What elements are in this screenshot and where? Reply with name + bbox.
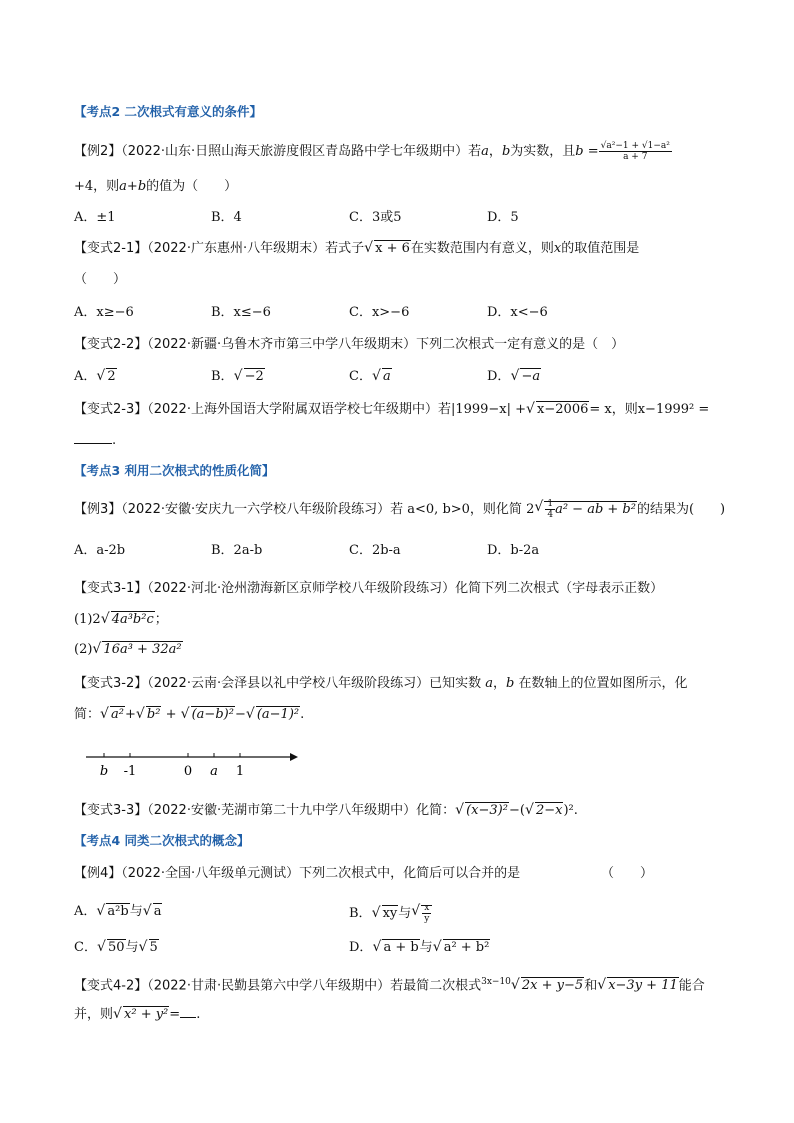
text: 已知实数	[429, 676, 482, 691]
text: .	[196, 1007, 201, 1022]
radicand: (a−1)²	[256, 707, 300, 722]
radicand: (x−3)²	[466, 803, 508, 818]
radicand: a²	[111, 707, 124, 722]
variant-3-1-part2	[74, 641, 183, 659]
text: 下列二次根式一定有意义的是（ ）	[416, 337, 625, 352]
radicand: xy	[382, 906, 398, 921]
radical	[373, 368, 392, 386]
option-c	[349, 368, 392, 386]
radical	[512, 977, 584, 995]
var-b: b	[506, 676, 515, 691]
operator: =	[169, 1007, 181, 1022]
expr-a-plus-b: a+b	[119, 179, 147, 194]
option-d	[487, 368, 541, 386]
source-note: （2022·新疆·乌鲁木齐市第三中学八年级期末）	[147, 337, 417, 352]
radicand: a + b	[383, 940, 419, 955]
radical	[598, 977, 679, 995]
operator: +	[124, 707, 136, 722]
denominator: a + 7	[623, 152, 648, 162]
text: 若最简二次根式	[390, 978, 482, 994]
option-a: A．±1	[74, 210, 116, 225]
numerator: √a²−1 + √1−a²	[600, 141, 670, 151]
coefficient: 2	[92, 612, 101, 627]
example-tag: 【例3】	[74, 502, 122, 517]
text: .	[112, 433, 117, 448]
variant-3-2-line2	[74, 706, 304, 724]
answer-blank[interactable]	[180, 1005, 196, 1018]
radicand: −a	[521, 369, 541, 384]
radicand: 2	[107, 369, 116, 384]
text: +4，则	[74, 179, 120, 194]
operator: −	[234, 707, 246, 722]
variant-2-3-line1	[74, 401, 709, 419]
numerator: √ 1	[547, 499, 554, 509]
source-note: （2022·山东·日照山海天旅游度假区青岛路中学七年级期中）	[121, 144, 469, 159]
radical	[93, 641, 182, 659]
operator: −(	[508, 803, 525, 818]
option-label: C．	[74, 940, 97, 955]
expression: = x，则x−1999² =	[589, 402, 710, 417]
radical-index: 3x−10	[481, 977, 511, 987]
operator: +	[161, 707, 181, 722]
source-note: （2022·广东惠州·八年级期末）	[147, 241, 326, 256]
option-d: D．x<−6	[487, 305, 548, 320]
text: 下列二次根式中，化简后可以合并的是	[299, 866, 521, 881]
variant-2-2-line1	[74, 336, 624, 354]
source-note: （2022·安徽·安庆九一六学校八年级阶段练习）	[121, 502, 391, 517]
option-label: A．	[74, 369, 97, 384]
radical	[102, 611, 155, 629]
expression: 若|1999−x| +	[437, 402, 527, 417]
option-d	[349, 939, 490, 957]
radical	[144, 903, 163, 921]
radical	[526, 802, 564, 820]
var-a: a	[485, 676, 494, 691]
option-a	[74, 903, 162, 921]
radicand: 5	[149, 940, 158, 955]
fraction	[422, 903, 431, 924]
text: 若	[468, 144, 482, 159]
variant-4-2-line2	[74, 1005, 200, 1024]
radical	[98, 939, 126, 957]
number-line-diagram	[84, 746, 300, 780]
text: 简：	[74, 707, 101, 722]
variant-3-1-part1	[74, 611, 168, 629]
text: 若式子	[325, 241, 365, 256]
axis-label-neg1: -1	[123, 764, 137, 779]
radicand: x−3y + 11	[608, 978, 678, 994]
section-heading-4: 【考点4 同类二次根式的概念】	[74, 833, 250, 848]
radicand: a² − ab + b²	[555, 502, 636, 517]
radical	[97, 903, 129, 921]
variant-tag: 【变式2-1】	[74, 241, 148, 256]
option-b: B．2a-b	[211, 543, 263, 558]
variant-2-1-line1	[74, 240, 639, 258]
variant-tag: 【变式3-3】	[74, 803, 148, 818]
example-2-line1	[74, 141, 672, 162]
option-a: A．x≥−6	[74, 305, 134, 320]
option-c: C．x>−6	[349, 305, 410, 320]
text: 在实数范围内有意义，则	[410, 241, 554, 256]
option-c: C．2b-a	[349, 543, 401, 558]
text: )².	[563, 803, 578, 818]
text: 的取值范围是	[561, 241, 640, 256]
text: 与	[129, 904, 143, 919]
option-b	[349, 903, 432, 924]
option-label: D．	[487, 369, 511, 384]
radical	[97, 368, 116, 386]
answer-paren: （ ）	[601, 866, 654, 881]
text: ，	[488, 144, 502, 159]
text: 与	[125, 940, 139, 955]
source-note: （2022·河北·沧州渤海新区京师学校八年级阶段练习）	[147, 581, 456, 596]
radical	[114, 1006, 169, 1024]
radical	[535, 499, 637, 520]
example-tag: 【例4】	[74, 866, 122, 881]
text: 化简下列二次根式（字母表示正数）	[455, 581, 664, 596]
radical	[527, 401, 589, 419]
radical	[247, 706, 300, 724]
option-label: D．	[349, 940, 373, 955]
option-a	[74, 368, 117, 386]
number-line-arrow	[290, 753, 298, 761]
text: 的结果为( )	[636, 502, 726, 517]
radicand: x + 6	[375, 241, 410, 256]
radical	[412, 903, 432, 924]
equation-lhs: b =	[575, 144, 599, 159]
text: .	[300, 707, 305, 722]
radical	[365, 240, 411, 258]
radicand: −2	[244, 369, 264, 384]
text: 化简：	[416, 803, 456, 818]
radical	[434, 939, 491, 957]
source-note: （2022·全国·八年级单元测试）	[121, 866, 300, 881]
answer-blank[interactable]	[74, 431, 112, 444]
radical	[373, 905, 399, 923]
radicand: 2−x	[535, 803, 563, 818]
option-b: B．4	[211, 210, 242, 225]
variant-tag: 【变式4-2】	[74, 978, 148, 994]
variant-4-2-line1	[74, 973, 705, 995]
section-heading-3: 【考点3 利用二次根式的性质化简】	[74, 463, 275, 478]
example-2-line2	[74, 178, 237, 196]
radicand: 4a³b²c	[111, 612, 154, 627]
axis-label-a: a	[210, 764, 218, 779]
radical	[140, 939, 159, 957]
text: 的值为（ ）	[146, 179, 238, 194]
variant-2-1-line2: （ ）	[74, 272, 127, 287]
radical	[511, 368, 541, 386]
variant-tag: 【变式2-3】	[74, 402, 148, 417]
option-label: B．	[349, 906, 372, 921]
variant-2-3-line2	[74, 431, 116, 450]
radicand: b²	[146, 707, 161, 722]
text: 在数轴上的位置如图所示，化	[518, 676, 688, 691]
radicand: x−2006	[537, 402, 589, 417]
variant-tag: 【变式3-1】	[74, 581, 148, 596]
text: 并，则	[74, 1007, 114, 1022]
source-note: （2022·甘肃·民勤县第六中学八年级期中）	[147, 978, 391, 994]
radical	[182, 706, 235, 724]
variant-tag: 【变式2-2】	[74, 337, 148, 352]
radical	[101, 706, 125, 724]
numerator: √ x	[424, 903, 430, 913]
radical	[373, 939, 419, 957]
option-b: B．x≤−6	[211, 305, 271, 320]
radical	[235, 368, 265, 386]
option-d: D．b-2a	[487, 543, 540, 558]
text: ；	[154, 612, 168, 627]
option-c	[74, 939, 159, 957]
section-heading-2: 【考点2 二次根式有意义的条件】	[74, 104, 263, 119]
var-x: x	[553, 241, 562, 256]
axis-label-b: b	[99, 764, 109, 779]
option-b	[211, 368, 265, 386]
radicand: a²b	[107, 904, 129, 919]
text: 与	[398, 906, 412, 921]
source-note: （2022·安徽·芜湖市第二十九中学八年级期中）	[147, 803, 417, 818]
option-c: C．3或5	[349, 210, 402, 225]
text: 为实数，且	[510, 144, 576, 159]
option-label: A．	[74, 904, 97, 919]
axis-label-0: 0	[183, 764, 193, 779]
radicand: x² + y²	[124, 1007, 169, 1022]
fraction	[545, 499, 555, 520]
option-a: A．a-2b	[74, 543, 126, 558]
var-b: b	[501, 144, 511, 159]
var-a: a	[481, 144, 489, 159]
fraction	[599, 141, 672, 162]
denominator: 4	[547, 510, 554, 520]
radical	[456, 802, 509, 820]
text: 若 a<0, b>0，则化简 2	[390, 502, 535, 517]
radical	[137, 706, 162, 724]
example-tag: 【例2】	[74, 144, 122, 159]
source-note: （2022·上海外国语大学附属双语学校七年级期中）	[147, 402, 438, 417]
example-4-line1	[74, 865, 520, 883]
radicand: 2x + y−5	[521, 978, 584, 994]
text: 和	[584, 978, 598, 994]
text: 能合	[678, 978, 705, 994]
radicand: a	[153, 904, 162, 919]
option-label: C．	[349, 369, 372, 384]
radicand: (a−b)²	[191, 707, 234, 722]
radicand: a² + b²	[443, 940, 490, 955]
source-note: （2022·云南·会泽县以礼中学校八年级阶段练习）	[147, 676, 430, 691]
variant-3-2-line1: 【变式3-2】（2022·云南·会泽县以礼中学校八年级阶段练习）已知实数 a，b 在数轴上的位置如图所示，化	[74, 676, 688, 691]
denominator: y	[424, 914, 430, 924]
part-label: (1)	[74, 612, 93, 627]
example-3-line1	[74, 499, 725, 520]
variant-3-1-line1	[74, 580, 663, 598]
option-label: B．	[211, 369, 234, 384]
part-label: (2)	[74, 642, 93, 657]
radicand: 50	[107, 940, 125, 955]
variant-3-3-line1	[74, 802, 578, 820]
option-d: D．5	[487, 210, 519, 225]
variant-tag: 【变式3-2】	[74, 676, 148, 691]
text: 与	[419, 940, 433, 955]
radicand: a	[382, 369, 391, 384]
radicand: 16a³ + 32a²	[103, 642, 182, 657]
axis-label-1: 1	[235, 764, 245, 779]
